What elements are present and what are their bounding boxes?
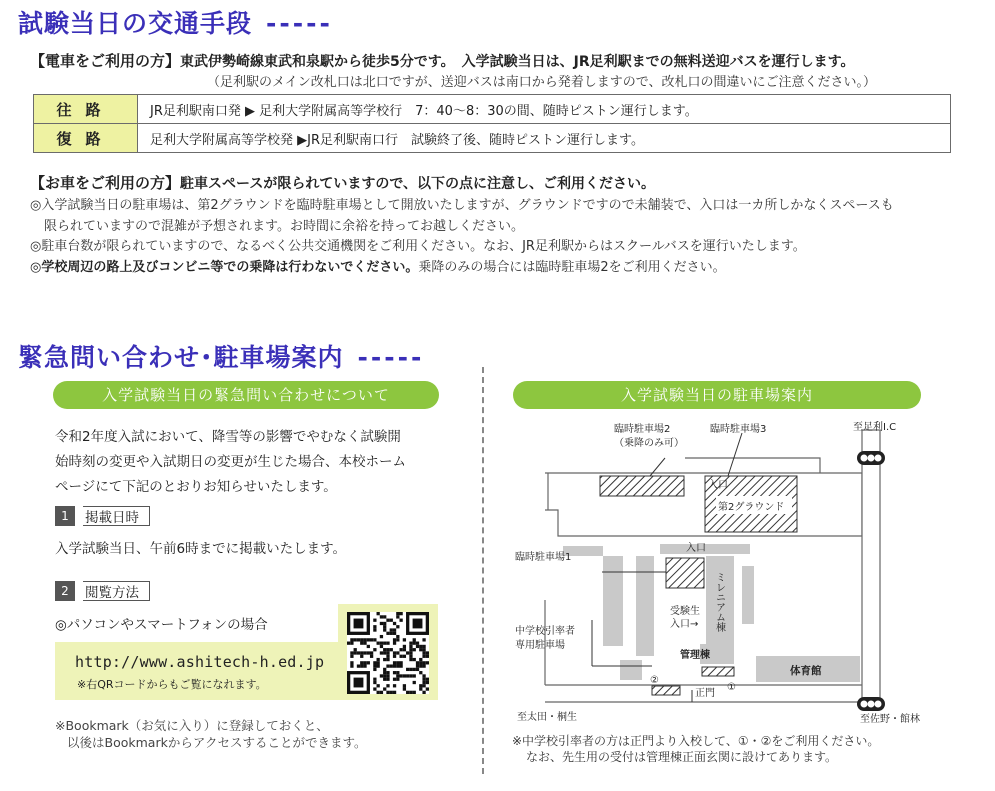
step-1-label: 掲載日時	[83, 506, 150, 526]
signal-lamp	[875, 701, 882, 708]
building-block	[636, 556, 654, 656]
parking-1-lot	[666, 558, 704, 588]
car-point-1a: ◎入学試験当日の駐車場は、第2グラウンドを臨時駐車場として開放いたしますが、グラウンドですので未舗装で、入口は一カ所しかなくスペースも	[30, 198, 894, 213]
label-parking-2-note: （乗降のみ可）	[614, 438, 684, 449]
label-admin: 管理棟	[680, 650, 710, 661]
label-sano: 至佐野・館林	[860, 714, 920, 725]
bookmark-line-2: 以後はBookmarkからアクセスすることができます。	[67, 735, 367, 750]
parking-3-leader	[728, 433, 742, 476]
label-gym: 体育館	[790, 665, 822, 677]
road-ground-access	[685, 458, 820, 473]
intro-line-3: ページにて下記のとおりお知らせいたします。	[55, 479, 337, 495]
label-jhs-2: 専用駐車場	[515, 640, 565, 651]
label-ground-2: 第2グラウンド	[718, 502, 785, 513]
label-examinee-2: 入口→	[670, 619, 699, 630]
map-note-line-2: なお、先生用の受付は管理棟正面玄関に設けてあります。	[526, 750, 838, 764]
label-main-gate: 正門	[695, 688, 715, 699]
label-circle-2: ②	[650, 675, 659, 686]
bookmark-line-1: ※Bookmark（お気に入り）に登録しておくと、	[55, 718, 329, 733]
signal-lamp	[875, 455, 882, 462]
url-box	[55, 642, 338, 700]
label-jhs-1: 中学校引率者	[515, 626, 575, 637]
label-entrance: 入口	[708, 480, 728, 491]
car-point-2: ◎駐車台数が限られていますので、なるべく公共交通機関をご利用ください。なお、JR足利駅からはスクールバスを運行いたします。	[30, 239, 806, 254]
route-text-return: 足利大学附属高等学校発 ▶JR足利駅南口行 試験終了後、随時ピストン運行します。	[138, 124, 951, 153]
route-row-return	[34, 124, 951, 153]
label-circle-1: ①	[727, 682, 736, 693]
label-examinee-1: 受験生	[670, 606, 700, 617]
bookmark-note	[55, 717, 366, 751]
emergency-pill: 入学試験当日の緊急問い合わせについて	[53, 381, 439, 409]
label-millennium: ミレニアム棟	[713, 572, 725, 632]
label-parking-1: 臨時駐車場1	[515, 552, 572, 563]
section-divider	[482, 367, 484, 774]
signal-lamp	[868, 701, 875, 708]
route-head-return: 復路	[34, 124, 138, 153]
car-point-1b: 限られていますので混雑が予想されます。お時間に余裕を持ってお越しください。	[44, 218, 524, 234]
step-1-header	[55, 506, 150, 526]
emergency-title-text: 緊急問い合わせ･駐車場案内	[18, 343, 344, 372]
train-text: 東武伊勢崎線東武和泉駅から徒歩5分です。 入学試験当日は、JR足利駅までの無料送迎バスを運行します。	[180, 54, 855, 70]
car-point-3-bold: ◎学校周辺の路上及びコンビニ等での乗降は行わないでください。	[30, 259, 419, 275]
car-label: 【お車をご利用の方】	[30, 174, 181, 192]
emergency-title	[18, 338, 424, 374]
parking-2-lot	[600, 476, 684, 496]
car-text: 駐車スペースが限られていますので、以下の点に注意し、ご利用ください。	[180, 176, 656, 192]
signal-lamp	[861, 455, 868, 462]
step-2-sub: ◎パソコンやスマートフォンの場合	[55, 617, 268, 633]
train-label: 【電車をご利用の方】	[30, 52, 181, 70]
route-head-outbound: 往路	[34, 95, 138, 124]
label-ashikaga-ic: 至足利I.C	[853, 422, 897, 433]
step-1-number: 1	[55, 506, 75, 526]
map-pill: 入学試験当日の駐車場案内	[513, 381, 921, 409]
label-ota: 至太田・桐生	[517, 712, 577, 723]
route-text-outbound: JR足利駅南口発 ▶ 足利大学附属高等学校行 7：40～8：30の間、随時ピストン運行します。	[138, 95, 951, 124]
building-block	[620, 660, 642, 680]
car-line	[30, 172, 655, 193]
route-table	[33, 94, 951, 153]
qr-code-icon[interactable]	[347, 612, 429, 694]
train-note: （足利駅のメイン改札口は北口ですが、送迎バスは南口から発着しますので、改札口の間違いにご注意ください。）	[207, 75, 876, 90]
car-points	[30, 196, 970, 278]
building-block	[603, 556, 623, 646]
car-point-3	[30, 258, 970, 279]
transport-title	[18, 4, 333, 40]
label-parking-2: 臨時駐車場2	[614, 424, 671, 435]
label-entrance-2: 入口	[686, 543, 706, 554]
parking-map	[495, 412, 955, 732]
jhs-parking-2	[652, 686, 680, 695]
admin-parking	[702, 667, 734, 676]
homepage-url[interactable]: http://www.ashitech-h.ed.jp	[75, 653, 325, 671]
signal-lamp	[861, 701, 868, 708]
road-north	[545, 473, 862, 536]
car-point-3-rest: 乗降のみの場合には臨時駐車場2をご利用ください。	[418, 259, 726, 275]
train-line	[30, 50, 855, 71]
map-note-line-1: ※中学校引率者の方は正門より入校して、①・②をご利用ください。	[512, 734, 880, 748]
step-2-header	[55, 581, 150, 601]
signal-lamp	[868, 455, 875, 462]
step-1-text: 入学試験当日、午前6時までに掲載いたします。	[55, 541, 347, 557]
intro-line-1: 令和2年度入試において、降雪等の影響でやむなく試験開	[55, 429, 401, 445]
road-east	[862, 430, 880, 700]
label-parking-3: 臨時駐車場3	[710, 424, 767, 435]
emergency-intro	[55, 425, 406, 500]
transport-title-text: 試験当日の交通手段	[18, 9, 253, 38]
emergency-title-dashes: -----	[357, 343, 425, 372]
transport-title-dashes: -----	[266, 9, 333, 38]
building-block	[742, 566, 754, 624]
map-note	[512, 733, 879, 765]
intro-line-2: 始時刻の変更や入試期日の変更が生じた場合、本校ホーム	[55, 454, 406, 470]
qr-note: ※右QRコードからもご覧になれます。	[77, 678, 267, 691]
route-row-outbound	[34, 95, 951, 124]
step-2-label: 閲覧方法	[83, 581, 150, 601]
step-2-number: 2	[55, 581, 75, 601]
